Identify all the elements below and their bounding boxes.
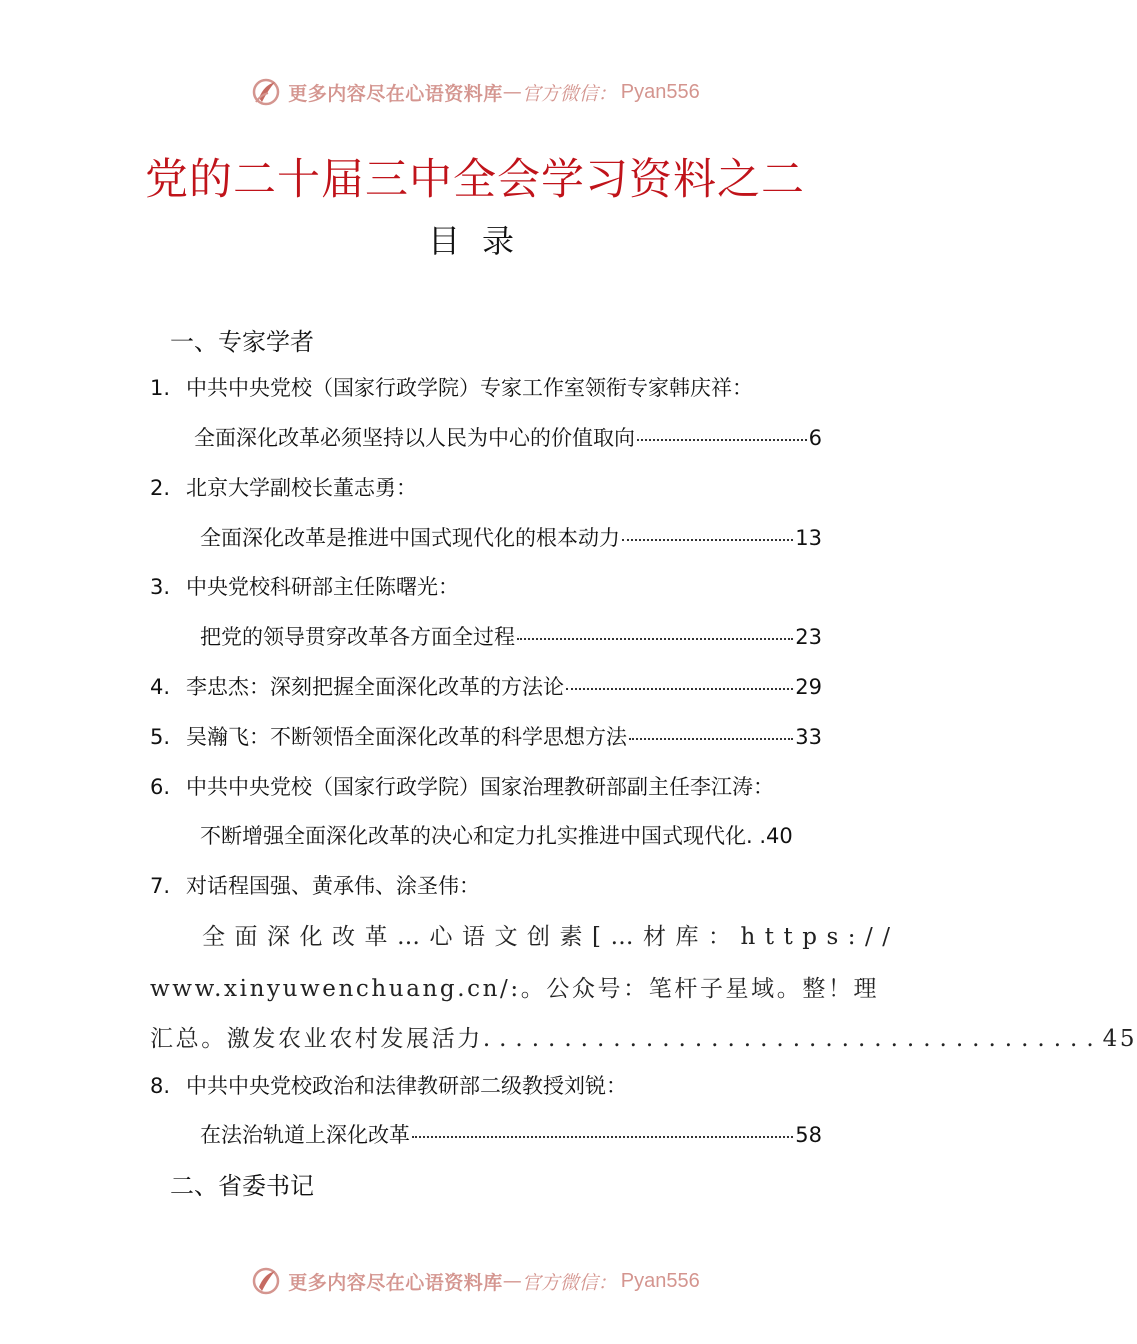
entry-title-line-3: 汇总。激发农业农村发展活力	[150, 1026, 483, 1052]
entry-page: 40	[766, 824, 793, 848]
dot-leader	[517, 638, 793, 640]
entry-page: 23	[795, 625, 822, 649]
entry-page: 6	[808, 426, 822, 450]
entry-number: 7.	[150, 874, 171, 898]
entry-author: 北京大学副校长董志勇：	[186, 476, 417, 500]
toc-entry-head	[150, 372, 753, 402]
toc-entry-head	[150, 1070, 627, 1100]
entry-author: 对话程国强、黄承伟、涂圣伟：	[186, 874, 480, 898]
entry-number: 5.	[150, 725, 171, 749]
entry-author: 中央党校科研部主任陈曙光：	[186, 575, 459, 599]
dot-leader	[637, 439, 807, 441]
toc-entry-line[interactable]	[200, 820, 822, 850]
toc-entry-line[interactable]	[150, 671, 822, 701]
entry-title: 在法治轨道上深化改革	[200, 1123, 410, 1147]
toc-entry-line[interactable]	[200, 522, 822, 552]
brand-logo-icon	[250, 1265, 282, 1297]
watermark-brand: 更多内容尽在心语资料库	[288, 82, 503, 105]
entry-page: 45	[1102, 1026, 1137, 1052]
toc-entry-head	[150, 472, 417, 502]
brand-logo-icon	[250, 76, 282, 108]
entry-author: 中共中央党校政治和法律教研部二级教授刘锐：	[186, 1074, 627, 1098]
entry-title: 李忠杰：深刻把握全面深化改革的方法论	[186, 675, 564, 699]
toc-entry-head	[150, 771, 774, 801]
dot-leader	[566, 688, 793, 690]
entry-number: 2.	[150, 476, 171, 500]
toc-entry-head	[150, 571, 459, 601]
entry-title: 不断增强全面深化改革的决心和定力扎实推进中国式现代化. .	[200, 824, 767, 848]
entry-title-line-1: 全面深化改革…心语文创素[…材库：https://	[202, 924, 900, 950]
toc-entry-line[interactable]	[200, 1119, 822, 1149]
toc-entry-line[interactable]	[194, 422, 822, 452]
entry-page: 58	[795, 1123, 822, 1147]
entry-number: 1.	[150, 376, 171, 400]
entry-author: 中共中央党校（国家行政学院）专家工作室领衔专家韩庆祥：	[186, 376, 753, 400]
entry-number: 3.	[150, 575, 171, 599]
toc-entry-line[interactable]	[150, 721, 822, 751]
toc-heading: 目录	[427, 222, 536, 260]
toc-entry-line[interactable]	[150, 1020, 1137, 1053]
toc-entry-head	[150, 870, 480, 900]
entry-author: 中共中央党校（国家行政学院）国家治理教研部副主任李江涛：	[186, 775, 774, 799]
section-heading-experts: 一、专家学者	[170, 328, 314, 356]
entry-number: 4.	[150, 675, 171, 699]
watermark-label: 官方微信：	[521, 1271, 617, 1294]
document-title: 党的二十届三中全会学习资料之二	[145, 155, 805, 205]
watermark-header	[0, 72, 950, 112]
dot-leader	[412, 1136, 793, 1138]
watermark-dash: —	[502, 1270, 522, 1292]
entry-title: 全面深化改革是推进中国式现代化的根本动力	[200, 526, 620, 550]
dot-leader: ......................................	[482, 1026, 1103, 1052]
watermark-brand: 更多内容尽在心语资料库	[288, 1271, 503, 1294]
watermark-wechat-id: Pyan556	[620, 80, 700, 103]
entry-page: 13	[795, 526, 822, 550]
entry-title: 把党的领导贯穿改革各方面全过程	[200, 625, 515, 649]
entry-title-line-2: www.xinyuwenchuang.cn/:。公众号：笔杆子星域。整！理	[150, 976, 880, 1002]
entry-page: 29	[795, 675, 822, 699]
entry-title: 吴瀚飞：不断领悟全面深化改革的科学思想方法	[186, 725, 627, 749]
toc-entry-line[interactable]	[200, 621, 822, 651]
watermark-footer	[0, 1258, 950, 1294]
dot-leader	[629, 738, 793, 740]
watermark-dash: —	[502, 81, 522, 103]
entry-number: 8.	[150, 1074, 171, 1098]
section-heading-provincial-secretaries: 二、省委书记	[170, 1172, 314, 1200]
entry-title: 全面深化改革必须坚持以人民为中心的价值取向	[194, 426, 635, 450]
entry-page: 33	[795, 725, 822, 749]
watermark-label: 官方微信：	[521, 82, 617, 105]
watermark-wechat-id: Pyan556	[620, 1269, 700, 1292]
entry-number: 6.	[150, 775, 171, 799]
dot-leader	[622, 539, 793, 541]
